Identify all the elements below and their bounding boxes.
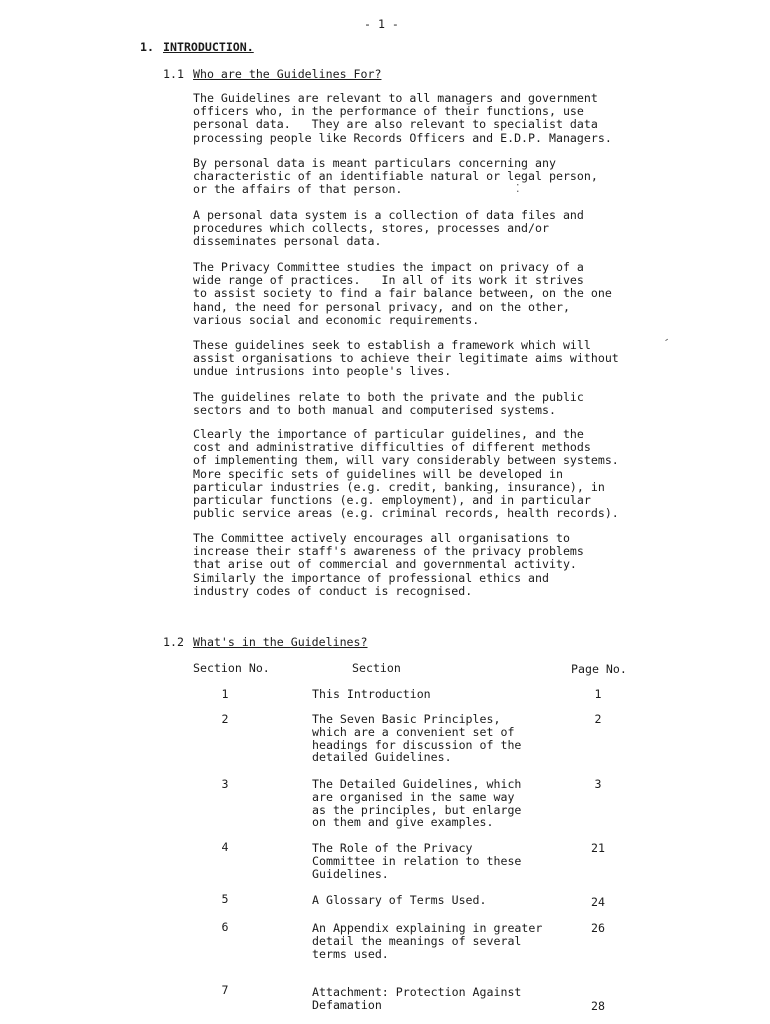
row-section-title: The Detailed Guidelines, which are organised in the same way as the principles, but enlarge on them and give examples. [312,777,522,830]
row-section-number: 1 [221,687,229,701]
row-page-number: 28 [591,999,605,1013]
row-page-number: 21 [591,841,605,855]
section-heading-title: INTRODUCTION. [163,40,254,54]
paragraph-audience: The Guidelines are relevant to all managers and government officers who, in the performance of their functions, use personal data. They are also relevant to specialist data processing people like Records Officers and E.D.P. Managers. [193,91,612,145]
scan-tick-mark: - [659,332,673,347]
paragraph-committee-encourages: The Committee actively encourages all organisations to increase their staff's awareness of the privacy problems that arise out of commercial and governmental activity. Similarly the importance of professional ethics and industry codes of conduct is recognised. [193,531,584,598]
row-page-number: 3 [594,777,602,791]
row-section-number: 7 [221,983,229,997]
paragraph-data-system: A personal data system is a collection of data files and procedures which collects, stores, processes and/or disseminates personal data. [193,208,584,249]
subsection-1-1-number: 1.1 [163,67,184,81]
row-section-title: Attachment: Protection Against Defamation [312,985,522,1012]
row-page-number: 1 [594,687,602,701]
table-header-section: Section [352,661,401,675]
row-page-number: 2 [594,712,602,726]
row-section-number: 3 [221,777,229,791]
table-header-page-no: Page No. [571,662,627,676]
subsection-1-2-number: 1.2 [163,635,184,649]
row-section-number: 2 [221,712,229,726]
row-page-number: 24 [591,895,605,909]
row-section-number: 6 [221,920,229,934]
row-section-number: 5 [221,892,229,906]
subsection-1-2-title: What's in the Guidelines? [193,635,368,649]
paragraph-sectors: The guidelines relate to both the private and the public sectors and to both manual and computerised systems. [193,390,584,418]
row-section-title: An Appendix explaining in greater detail the meanings of several terms used. [312,921,543,961]
paragraph-framework: These guidelines seek to establish a framework which will assist organisations to achieve their legitimate aims without undue intrusions into people's lives. [193,338,619,379]
row-section-title: This Introduction [312,687,431,701]
paragraph-privacy-committee: The Privacy Committee studies the impact on privacy of a wide range of practices. In all of its work it strives to assist society to find a fair balance between, on the one hand, the need for personal privacy, and on the other, various social and economic requirements. [193,260,612,327]
table-header-section-no: Section No. [193,661,270,675]
subsection-1-1-title: Who are the Guidelines For? [193,67,382,81]
row-section-title: The Role of the Privacy Committee in relation to these Guidelines. [312,841,522,881]
row-page-number: 26 [591,921,605,935]
scan-speck-mark: ⁚ [516,182,520,195]
paragraph-personal-data: By personal data is meant particulars concerning any characteristic of an identifiable natural or legal person, or the affairs of that person. [193,156,598,197]
paragraph-importance: Clearly the importance of particular guidelines, and the cost and administrative difficulties of different methods of implementing them, will vary considerably between systems. More specific sets of guidelines will be developed in particular industries (e.g. credit, banking, insurance), in particular functions (e.g. employment), and in particular public service areas (e.g. criminal records, health records). [193,427,619,521]
row-section-number: 4 [221,840,229,854]
row-section-title: The Seven Basic Principles, which are a convenient set of headings for discussion of the detailed Guidelines. [312,712,522,765]
section-heading-number: 1. [140,40,154,54]
row-section-title: A Glossary of Terms Used. [312,893,487,907]
page-number: - 1 - [364,17,399,31]
